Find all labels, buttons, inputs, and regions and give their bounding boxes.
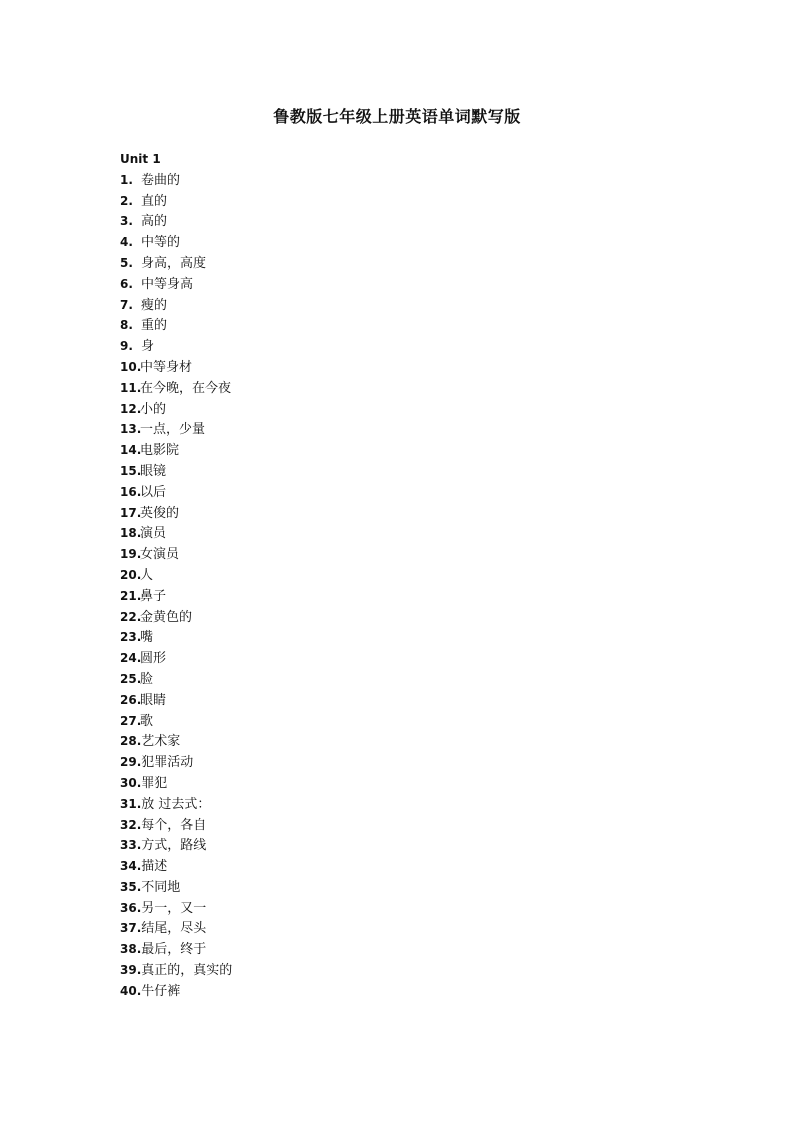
list-item (120, 939, 232, 960)
list-item (120, 752, 232, 773)
item-number: 32. (120, 817, 142, 832)
list-item (120, 211, 232, 232)
item-number: 21. (120, 588, 142, 603)
item-text: 直的 (141, 193, 168, 209)
item-text: 犯罪活动 (141, 755, 194, 771)
item-text: 另一，又一 (141, 900, 207, 916)
item-number: 2. (120, 193, 133, 208)
item-number: 16. (120, 484, 142, 499)
item-number: 23. (120, 630, 142, 645)
item-number: 18. (120, 526, 142, 541)
item-number: 40. (120, 983, 142, 998)
item-text: 以后 (140, 484, 167, 500)
item-number: 11. (120, 380, 142, 395)
item-text: 脸 (140, 671, 154, 687)
item-text: 眼镜 (140, 463, 167, 479)
item-number: 37. (120, 921, 142, 936)
list-item (120, 544, 232, 565)
list-item (120, 440, 232, 461)
list-item (120, 794, 232, 815)
list-item (120, 586, 232, 607)
list-item (120, 274, 232, 295)
list-item (120, 336, 232, 357)
item-number: 27. (120, 713, 142, 728)
item-text: 卷曲的 (141, 172, 181, 188)
item-text: 瘦的 (141, 297, 168, 313)
item-text: 电影院 (140, 443, 180, 459)
list-item (120, 731, 232, 752)
list-item (120, 918, 232, 939)
list-item (120, 295, 232, 316)
item-text: 中等身材 (140, 359, 193, 375)
item-text: 圆形 (140, 651, 167, 667)
item-text: 真正的，真实的 (141, 963, 233, 979)
list-item (120, 648, 232, 669)
item-text: 罪犯 (141, 775, 168, 791)
list-item (120, 191, 232, 212)
list-item (120, 815, 232, 836)
item-number: 9. (120, 339, 133, 354)
item-number: 1. (120, 172, 133, 187)
item-text: 结尾，尽头 (141, 921, 207, 937)
list-item (120, 711, 232, 732)
item-number: 30. (120, 775, 142, 790)
item-number: 20. (120, 567, 142, 582)
list-item (120, 856, 232, 877)
item-number: 4. (120, 235, 133, 250)
item-text: 英俊的 (140, 505, 180, 521)
list-item (120, 773, 232, 794)
list-item (120, 981, 232, 1002)
item-text: 一点，少量 (140, 422, 206, 438)
item-number: 14. (120, 443, 142, 458)
item-text: 放 过去式： (141, 796, 211, 812)
item-number: 29. (120, 755, 142, 770)
item-number: 8. (120, 318, 133, 333)
item-number: 17. (120, 505, 142, 520)
item-text: 中等身高 (141, 276, 194, 292)
list-item (120, 378, 232, 399)
item-text: 眼睛 (140, 692, 167, 708)
page-title: 鲁教版七年级上册英语单词默写版 (273, 107, 521, 126)
item-text: 牛仔裤 (141, 983, 181, 999)
item-text: 重的 (141, 318, 168, 334)
list-item (120, 232, 232, 253)
item-text: 描述 (141, 859, 168, 875)
item-number: 35. (120, 879, 142, 894)
list-item (120, 170, 232, 191)
list-item (120, 461, 232, 482)
item-number: 22. (120, 609, 142, 624)
list-item (120, 835, 232, 856)
list-item (120, 669, 232, 690)
item-number: 10. (120, 359, 142, 374)
list-item (120, 253, 232, 274)
list-item (120, 607, 232, 628)
list-item (120, 399, 232, 420)
word-list (120, 170, 232, 1002)
item-number: 28. (120, 734, 142, 749)
item-text: 女演员 (140, 547, 180, 563)
item-number: 39. (120, 963, 142, 978)
item-text: 不同地 (141, 879, 181, 895)
unit-section (120, 149, 232, 1002)
item-text: 每个，各自 (141, 817, 207, 833)
item-number: 34. (120, 859, 142, 874)
item-text: 在今晚，在今夜 (140, 380, 232, 396)
item-number: 31. (120, 796, 142, 811)
item-text: 歌 (140, 713, 154, 729)
item-text: 最后，终于 (141, 942, 207, 958)
item-text: 方式，路线 (141, 838, 207, 854)
item-text: 中等的 (141, 235, 181, 251)
item-text: 人 (140, 567, 154, 583)
list-item (120, 315, 232, 336)
item-number: 12. (120, 401, 142, 416)
item-number: 7. (120, 297, 133, 312)
list-item (120, 419, 232, 440)
item-text: 鼻子 (140, 588, 167, 604)
unit-heading: Unit 1 (120, 152, 161, 166)
list-item (120, 898, 232, 919)
item-number: 26. (120, 692, 142, 707)
item-text: 金黄色的 (140, 609, 193, 625)
list-item (120, 690, 232, 711)
item-number: 33. (120, 838, 142, 853)
item-number: 6. (120, 276, 133, 291)
item-number: 13. (120, 422, 142, 437)
item-number: 38. (120, 942, 142, 957)
item-number: 24. (120, 651, 142, 666)
item-text: 高的 (141, 214, 168, 230)
list-item (120, 565, 232, 586)
item-number: 25. (120, 671, 142, 686)
item-number: 19. (120, 547, 142, 562)
item-text: 演员 (140, 526, 167, 542)
list-item (120, 877, 232, 898)
list-item (120, 627, 232, 648)
item-text: 小的 (140, 401, 167, 417)
list-item (120, 523, 232, 544)
item-text: 身 (141, 339, 155, 355)
item-number: 15. (120, 463, 142, 478)
item-number: 3. (120, 214, 133, 229)
list-item (120, 503, 232, 524)
item-number: 5. (120, 255, 133, 270)
item-number: 36. (120, 900, 142, 915)
list-item (120, 482, 232, 503)
item-text: 身高，高度 (141, 255, 207, 271)
item-text: 嘴 (140, 630, 154, 646)
list-item (120, 357, 232, 378)
item-text: 艺术家 (141, 734, 181, 750)
list-item (120, 960, 232, 981)
